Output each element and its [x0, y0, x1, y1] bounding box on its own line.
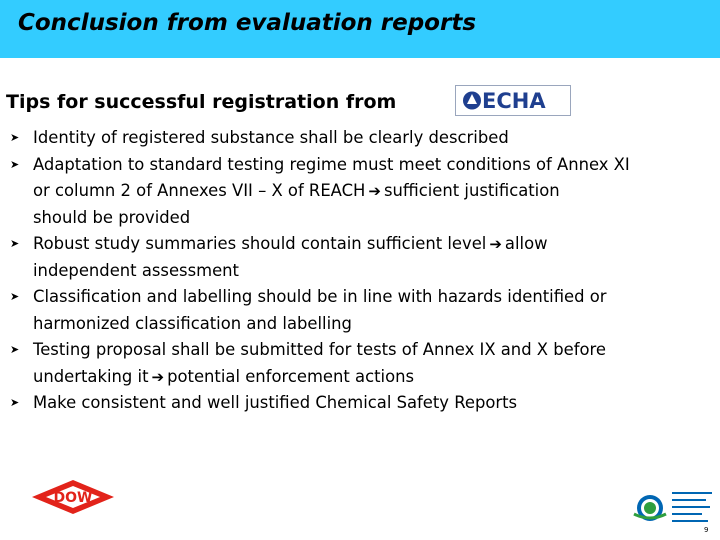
bullet-item-continuation: [10, 178, 690, 205]
right-arrow-icon: ➔: [151, 367, 165, 386]
bullet-item-continuation: [10, 258, 690, 285]
bullet-text: Adaptation to standard testing regime must meet conditions of Annex XI: [33, 154, 630, 174]
bullet-text: allow: [504, 234, 548, 253]
dow-logo: [30, 478, 116, 516]
bullet-item-continuation: [10, 205, 690, 232]
bullet-text: potential enforcement actions: [167, 366, 415, 386]
bullet-text: or column 2 of Annexes VII – X of REACH: [33, 181, 366, 200]
bullet-item: [10, 337, 690, 364]
arrowhead-bullet-icon: ➤: [10, 290, 20, 303]
arrowhead-bullet-icon: ➤: [10, 157, 20, 171]
page-title: Conclusion from evaluation reports: [18, 10, 477, 36]
dow-logo-text: DOW: [53, 490, 93, 506]
bullet-item: [10, 231, 690, 258]
bullet-text: sufficient justification: [383, 181, 560, 200]
arrowhead-bullet-icon: ➤: [10, 131, 20, 144]
bullet-text: Make consistent and well justified Chemical Safety Reports: [33, 393, 518, 412]
bullet-item: [10, 390, 690, 417]
bullet-item: [10, 152, 690, 179]
bullet-item-continuation: [10, 311, 690, 338]
bullet-text: undertaking it: [33, 366, 149, 386]
bullet-text: Identity of registered substance shall be clearly described: [33, 128, 509, 147]
bullet-item: [10, 284, 690, 311]
bullet-list: [10, 125, 690, 417]
right-arrow-icon: ➔: [368, 182, 381, 200]
right-arrow-icon: ➔: [489, 235, 502, 253]
subtitle: Tips for successful registration from: [6, 91, 397, 113]
bullet-item: [10, 125, 690, 152]
echa-logo-text: ECHA: [482, 89, 546, 113]
bullet-text: independent assessment: [33, 260, 239, 280]
bullet-text: Testing proposal shall be submitted for tests of Annex IX and X before: [33, 340, 606, 359]
bullet-text: Robust study summaries should contain sufficient level: [33, 234, 487, 253]
arrowhead-bullet-icon: ➤: [10, 396, 20, 409]
bullet-text: Classification and labelling should be in line with hazards identified or: [33, 287, 607, 306]
bullet-item-continuation: [10, 364, 690, 391]
bullet-text: should be provided: [33, 207, 191, 227]
arrowhead-bullet-icon: ➤: [10, 343, 20, 356]
echa-logo: [455, 85, 571, 116]
page-number: 9: [704, 526, 709, 534]
arrowhead-bullet-icon: ➤: [10, 237, 20, 250]
title-bar: [0, 0, 720, 58]
council-logo: [632, 488, 718, 528]
bullet-text: harmonized classification and labelling: [33, 313, 352, 333]
